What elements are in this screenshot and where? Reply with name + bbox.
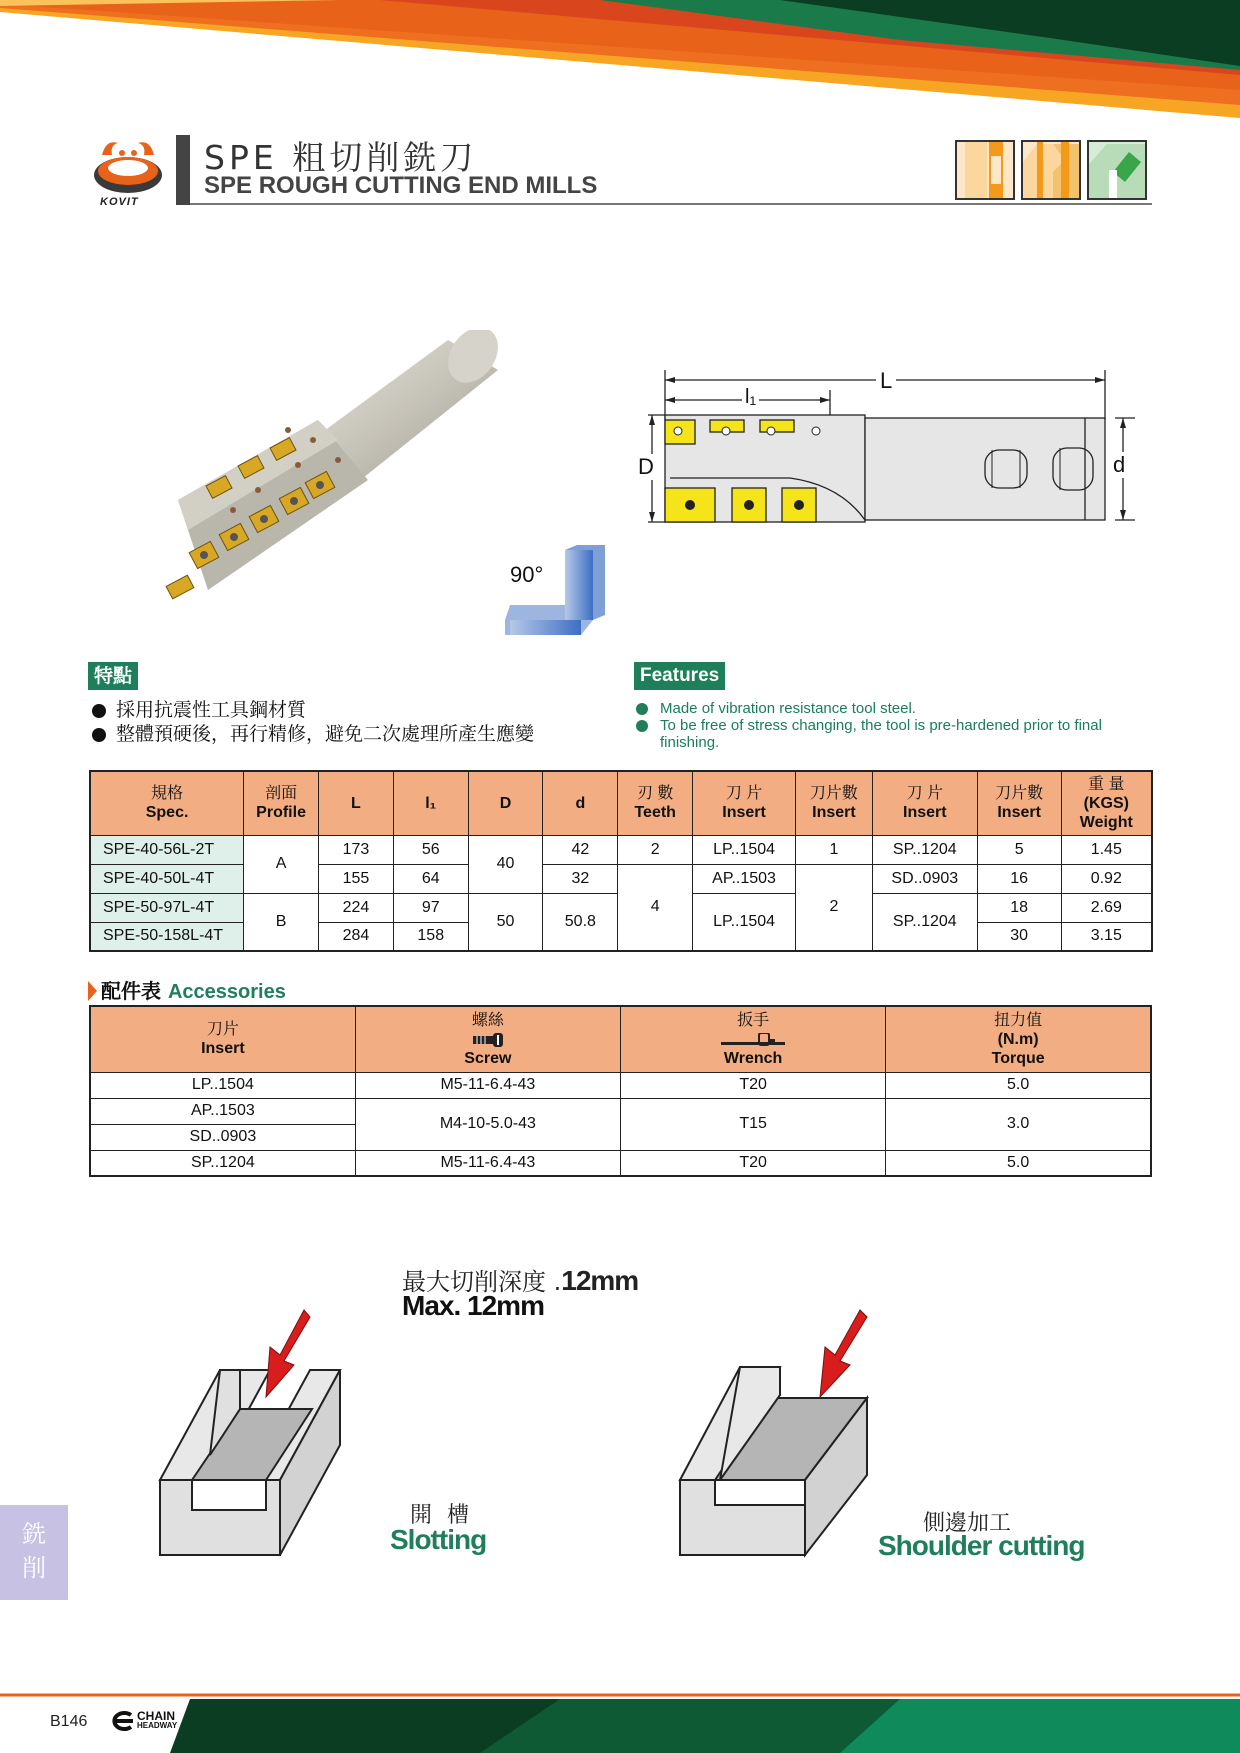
torque-cell: 5.0: [886, 1150, 1151, 1176]
insert-1-cell: LP..1504: [693, 835, 796, 864]
L-cell: 224: [319, 893, 394, 922]
weight-cell: 1.45: [1061, 835, 1152, 864]
dim-d-label: d: [1113, 452, 1126, 477]
slotting-label-en: Slotting: [390, 1524, 487, 1555]
shoulder-label-en: Shoulder cutting: [878, 1530, 1085, 1561]
footer-logo-icon: [105, 1711, 135, 1731]
features-tag-cn: 特點: [88, 662, 138, 690]
l1-cell: 97: [393, 893, 468, 922]
col-header-torque: 扭力值 (N.m) Torque: [886, 1006, 1151, 1072]
accessories-title-en: Accessories: [167, 981, 286, 1003]
weight-cell: 0.92: [1061, 864, 1152, 893]
accessories-title: [88, 975, 286, 1004]
title-accent-bar: [176, 135, 190, 205]
spec-cell: SPE-40-56L-2T: [90, 835, 244, 864]
page-title-cn: SPE 粗切削銑刀: [204, 138, 478, 177]
l1-cell: 64: [393, 864, 468, 893]
col-header-insert-count-2: 刀片數 Insert: [977, 771, 1061, 835]
footer-brand: CHAIN HEADWAY: [137, 1709, 178, 1730]
features-tag-en: Features: [634, 662, 725, 690]
max-depth-en: Max. 12mm: [402, 1290, 544, 1321]
weight-cell: 2.69: [1061, 893, 1152, 922]
screw-cell: M5-11-6.4-43: [355, 1072, 620, 1098]
D-cell: 50: [468, 893, 543, 951]
dim-l1-label: l₁: [742, 386, 759, 409]
shoulder-cutting-diagram: [675, 1305, 905, 1560]
col-header-weight: 重 量 (KGS) Weight: [1061, 771, 1152, 835]
shoulder-milling-icon: [1021, 140, 1081, 200]
title-underline: [190, 203, 1152, 205]
insert-count-2-cell: 18: [977, 893, 1061, 922]
d-cell: 32: [543, 864, 618, 893]
insert-cell: SD..0903: [90, 1124, 355, 1150]
wrench-cell: T20: [621, 1072, 886, 1098]
weight-cell: 3.15: [1061, 922, 1152, 951]
side-tab-line: 削: [22, 1554, 46, 1582]
angle-block-icon: [505, 545, 610, 640]
wrench-cell: T20: [621, 1150, 886, 1176]
insert-count-1-cell: 1: [795, 835, 872, 864]
insert-2-cell: SD..0903: [872, 864, 977, 893]
col-header-teeth: 刃 數 Teeth: [618, 771, 693, 835]
L-cell: 173: [319, 835, 394, 864]
table-row: [90, 1150, 1151, 1176]
insert-1-cell: AP..1503: [693, 864, 796, 893]
accessories-table-header: [90, 1006, 1151, 1072]
insert-count-2-cell: 16: [977, 864, 1061, 893]
table-row: [90, 1098, 1151, 1124]
wrench-icon: [721, 1033, 785, 1047]
page-title-en: SPE ROUGH CUTTING END MILLS: [204, 172, 598, 199]
table-row: [90, 835, 1152, 864]
col-header-insert-2: 刀 片 Insert: [872, 771, 977, 835]
spec-cell: SPE-50-158L-4T: [90, 922, 244, 951]
slot-milling-icon: [1087, 140, 1147, 200]
accessories-title-cn: 配件表: [101, 979, 161, 1003]
col-header-spec: 規格 Spec.: [90, 771, 244, 835]
feature-item-cn: 整體預硬後，再行精修，避免二次處理所產生應變: [92, 722, 534, 746]
insert-count-2-cell: 30: [977, 922, 1061, 951]
brand-logo: [92, 135, 164, 197]
profile-cell: A: [244, 835, 319, 893]
features-list-en: [636, 700, 1136, 751]
col-header-D: D: [468, 771, 543, 835]
col-header-insert-1: 刀 片 Insert: [693, 771, 796, 835]
accessories-table: [89, 1005, 1152, 1177]
col-header-insert-count-1: 刀片數 Insert: [795, 771, 872, 835]
col-header-d: d: [543, 771, 618, 835]
col-header-profile: 剖面 Profile: [244, 771, 319, 835]
screw-cell: M5-11-6.4-43: [355, 1150, 620, 1176]
max-depth-cn: 最大切削深度 .12mm: [402, 1265, 639, 1296]
L-cell: 284: [319, 922, 394, 951]
spec-cell: SPE-50-97L-4T: [90, 893, 244, 922]
feature-item-en: To be free of stress changing, the tool is pre-hardened prior to final finishing.: [636, 717, 1136, 751]
spec-cell: SPE-40-50L-4T: [90, 864, 244, 893]
side-tab-line: 銑: [22, 1520, 46, 1548]
feature-item-en: Made of vibration resistance tool steel.: [636, 700, 1136, 717]
col-header-screw: 螺絲 Screw: [355, 1006, 620, 1072]
features-list-cn: [92, 698, 534, 746]
insert-1-cell: LP..1504: [693, 893, 796, 951]
face-milling-icon: [955, 140, 1015, 200]
insert-2-cell: SP..1204: [872, 835, 977, 864]
shoulder-label-cn: 側邊加工: [923, 1511, 1012, 1536]
dim-D-label: D: [638, 454, 654, 479]
l1-cell: 158: [393, 922, 468, 951]
screw-cell: M4-10-5.0-43: [355, 1098, 620, 1150]
insert-count-2-cell: 5: [977, 835, 1061, 864]
spec-table: [89, 770, 1153, 952]
screw-icon: [471, 1033, 505, 1047]
footer-banner: [0, 1693, 1240, 1753]
slotting-diagram: [150, 1305, 390, 1560]
end-mill-photo: [148, 330, 548, 610]
page-number: B146: [50, 1713, 88, 1730]
dim-L-label: L: [876, 368, 896, 394]
insert-cell: AP..1503: [90, 1098, 355, 1124]
feature-item-cn: 採用抗震性工具鋼材質: [92, 698, 534, 722]
d-cell: 42: [543, 835, 618, 864]
L-cell: 155: [319, 864, 394, 893]
insert-count-1-cell: 2: [795, 864, 872, 951]
d-cell: 50.8: [543, 893, 618, 951]
insert-cell: LP..1504: [90, 1072, 355, 1098]
insert-2-cell: SP..1204: [872, 893, 977, 951]
operation-icons: [955, 140, 1147, 200]
col-header-l1: l₁: [393, 771, 468, 835]
section-arrow-icon: [88, 981, 97, 1001]
table-row: [90, 1072, 1151, 1098]
l1-cell: 56: [393, 835, 468, 864]
section-side-tab: [0, 1505, 68, 1600]
torque-cell: 5.0: [886, 1072, 1151, 1098]
teeth-cell: 4: [618, 864, 693, 951]
col-header-wrench: 扳手 Wrench: [621, 1006, 886, 1072]
teeth-cell: 2: [618, 835, 693, 864]
insert-cell: SP..1204: [90, 1150, 355, 1176]
D-cell: 40: [468, 835, 543, 893]
brand-name: KOVIT: [100, 196, 139, 208]
col-header-insert: 刀片 Insert: [90, 1006, 355, 1072]
slotting-label-cn: 開 槽: [410, 1503, 473, 1528]
wrench-cell: T15: [621, 1098, 886, 1150]
profile-cell: B: [244, 893, 319, 951]
col-header-L: L: [319, 771, 394, 835]
angle-label: 90°: [510, 562, 544, 587]
torque-cell: 3.0: [886, 1098, 1151, 1150]
spec-table-header: [90, 771, 1152, 835]
top-banner: [0, 0, 1240, 120]
